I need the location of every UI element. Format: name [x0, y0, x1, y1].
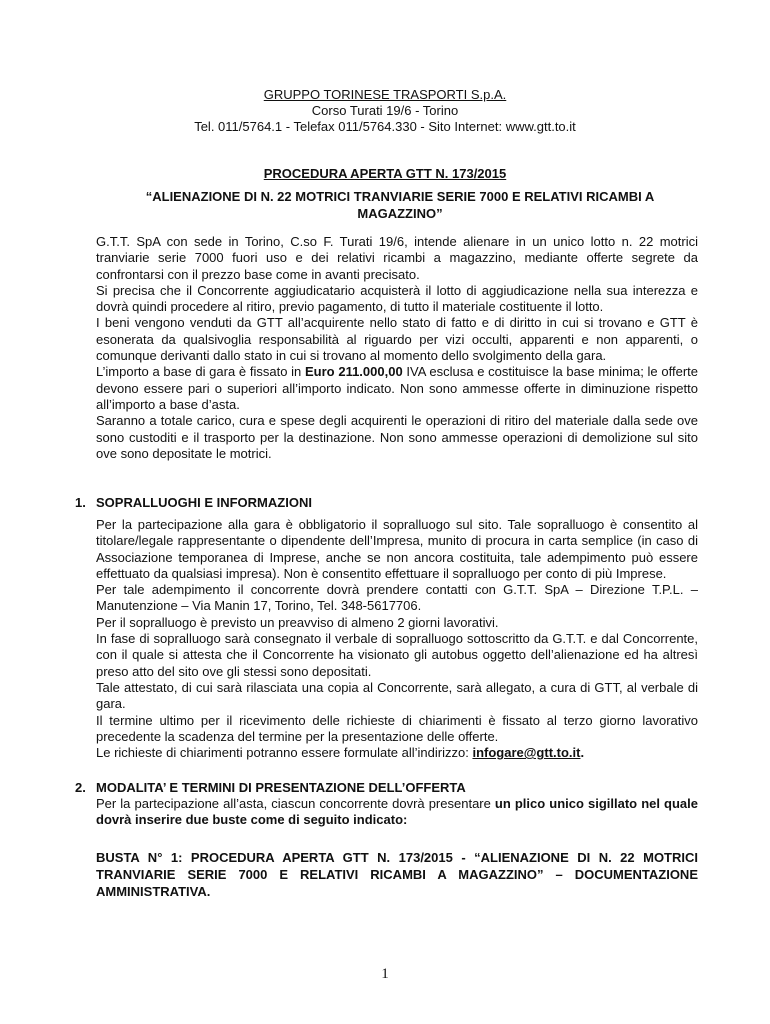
busta-1-heading: BUSTA N° 1: PROCEDURA APERTA GTT N. 173/2015 - “ALIENAZIONE DI N. 22 MOTRICI TRANVIARIE SERIE 7000 E RELATIVI RICAMBI A MAGAZZINO” – DOCUMENTAZIONE AMMINISTRATIVA.: [96, 850, 698, 899]
section-number: 1.: [75, 495, 86, 510]
section-paragraph: [96, 796, 698, 829]
section-2-body: [96, 796, 698, 829]
intro-paragraph: G.T.T. SpA con sede in Torino, C.so F. Turati 19/6, intende alienare in un unico lotto n. 22 motrici tranviarie serie 7000 fuori uso e dei relativi ricambi a magazzino, mediante offerte segrete da confrontarsi con il prezzo base come in avanti precisato.: [96, 234, 698, 282]
intro-paragraph: Saranno a totale carico, cura e spese degli acquirenti le operazioni di ritiro del materiale dalla sede ove sono custoditi e il trasporto per la destinazione. Non sono ammesse operazioni di demolizione sul sito ove sono depositate le motrici.: [96, 413, 698, 461]
procedure-subtitle: “ALIENAZIONE DI N. 22 MOTRICI TRANVIARIE SERIE 7000 E RELATIVI RICAMBI A MAGAZZINO”: [145, 189, 655, 221]
section-paragraph: In fase di sopralluogo sarà consegnato il verbale di sopralluogo sottoscritto da G.T.T. e dal Concorrente, con il quale si attesta che il Concorrente ha visionato gli autobus oggetto dell’alienazione ed ha altresì preso atto del sito ove gli stessi sono depositati.: [96, 631, 698, 679]
base-price-text-end: IVA esclusa e costituisce la base minima; le offerte devono essere pari o superiori all’importo indicato. Non sono ammesse offerte in diminuzione rispetto all’importo a base d’asta.: [96, 364, 698, 412]
section-1-heading: [75, 495, 312, 511]
section-title: SOPRALLUOGHI E INFORMAZIONI: [96, 495, 312, 510]
base-price-text: L’importo a base di gara è fissato in: [96, 364, 305, 380]
section-number: 2.: [75, 780, 86, 795]
section-paragraph: Per il sopralluogo è previsto un preavviso di almeno 2 giorni lavorativi.: [96, 614, 499, 630]
procedure-title: PROCEDURA APERTA GTT N. 173/2015: [263, 166, 507, 181]
section-2-heading: [75, 780, 466, 796]
contact-email-link[interactable]: infogare@gtt.to.it: [472, 745, 581, 761]
company-contacts: Tel. 011/5764.1 - Telefax 011/5764.330 - Sito Internet: www.gtt.to.it: [194, 119, 576, 134]
section-1-body: [96, 517, 698, 761]
intro-text: [96, 234, 698, 462]
base-price-amount: Euro 211.000,00: [305, 364, 403, 380]
intro-paragraph: I beni vengono venduti da GTT all’acquirente nello stato di fatto e di diritto in cui si trovano e GTT è esonerata da qualsivoglia responsabilità al riguardo per vizi occulti, apparenti e non apparenti, o comunque derivanti dallo stato in cui si trovano al momento dello svolgimento della gara.: [96, 315, 698, 364]
contact-end: .: [580, 745, 585, 761]
section-paragraph: Per tale adempimento il concorrente dovrà prendere contatti con G.T.T. SpA – Direzione T.P.L. – Manutenzione – Via Manin 17, Torino, Tel. 348-5617706.: [96, 582, 698, 614]
section-paragraph: Per la partecipazione alla gara è obbligatorio il sopralluogo sul sito. Tale sopralluogo è consentito al titolare/legale rappresentante o dipendente dell’Impresa, munito di procura in carta semplice (in caso di Associazione temporanea di Imprese, anche se non ancora costituita, tale adempimento può essere effettuato da qualsiasi impresa). Non è consentito effettuare il sopralluogo per conto di più Imprese.: [96, 517, 698, 581]
company-address: Corso Turati 19/6 - Torino: [311, 103, 459, 118]
section-paragraph: Tale attestato, di cui sarà rilasciata una copia al Concorrente, sarà allegato, a cura di GTT, al verbale di gara.: [96, 679, 698, 712]
section-paragraph: Il termine ultimo per il ricevimento delle richieste di chiarimenti è fissato al terzo giorno lavorativo precedente la scadenza del termine per la presentazione delle offerte.: [96, 712, 698, 744]
intro-paragraph: [96, 364, 698, 413]
submission-text: Per la partecipazione all’asta, ciascun concorrente dovrà presentare: [96, 796, 495, 811]
page-number: 1: [381, 966, 389, 982]
section-title: MODALITA’ E TERMINI DI PRESENTAZIONE DELL’OFFERTA: [96, 780, 466, 795]
intro-paragraph: Si precisa che il Concorrente aggiudicatario acquisterà il lotto di aggiudicazione nella sua interezza e dovrà quindi procedere al ritiro, previo pagamento, di tutto il materiale costituente il lotto.: [96, 282, 698, 315]
company-name: GRUPPO TORINESE TRASPORTI S.p.A.: [263, 87, 507, 102]
submission-text-bold: un plico unico sigillato nel quale dovrà inserire due buste come di seguito indicato:: [96, 796, 698, 828]
section-paragraph: [96, 745, 698, 761]
company-header: [0, 87, 770, 135]
contact-text: Le richieste di chiarimenti potranno essere formulate all’indirizzo:: [96, 745, 473, 761]
